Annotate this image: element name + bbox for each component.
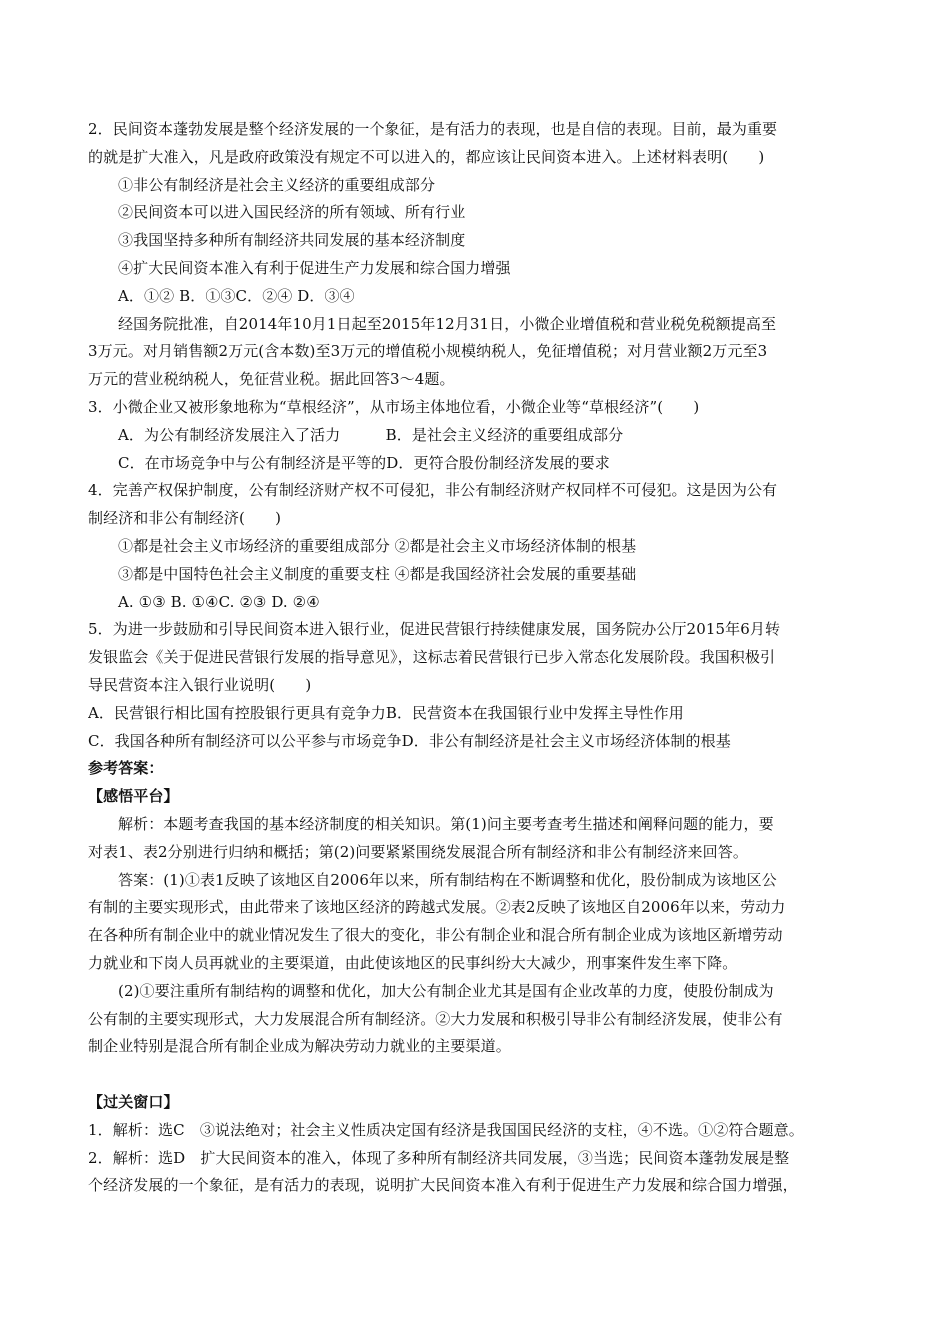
question-5-choices-cd: C．我国各种所有制经济可以公平参与市场竞争D．非公有制经济是社会主义市场经济体制的根基 xyxy=(88,731,731,750)
solution-2: 2．解析：选D 扩大民间资本的准入，体现了多种所有制经济共同发展，③当选；民间资本蓬勃发展是整 xyxy=(88,1148,790,1167)
question-2-option-4: ④扩大民间资本准入有利于促进生产力发展和综合国力增强 xyxy=(118,258,511,277)
question-2-option-3: ③我国坚持多种所有制经济共同发展的基本经济制度 xyxy=(118,231,466,250)
answer-part-1-cont2: 在各种所有制企业中的就业情况发生了很大的变化，非公有制企业和混合所有制企业成为该地区新增劳动 xyxy=(88,926,783,945)
solution-2-cont: 个经济发展的一个象征，是有活力的表现，说明扩大民间资本准入有利于促进生产力发展和综合国力增强， xyxy=(88,1176,798,1195)
question-3-choices-ab: A．为公有制经济发展注入了活力 B．是社会主义经济的重要组成部分 xyxy=(118,425,624,444)
answer-key-heading: 参考答案： xyxy=(88,759,164,778)
analysis-paragraph-cont: 对表1、表2分别进行归纳和概括；第(2)问要紧紧围绕发展混合所有制经济和非公有制经济来回答。 xyxy=(88,842,748,861)
answer-part-2: (2)①要注重所有制结构的调整和优化，加大公有制企业尤其是国有企业改革的力度，使股份制成为 xyxy=(118,981,774,1000)
answer-part-1-end: 力就业和下岗人员再就业的主要渠道，由此使该地区的民事纠纷大大减少，刑事案件发生率下降。 xyxy=(88,953,738,972)
question-2-option-2: ②民间资本可以进入国民经济的所有领域、所有行业 xyxy=(118,203,466,222)
answer-part-2-cont: 公有制的主要实现形式，大力发展混合所有制经济。②大力发展和积极引导非公有制经济发展，使非公有 xyxy=(88,1009,783,1028)
question-4-options-12: ①都是社会主义市场经济的重要组成部分 ②都是社会主义市场经济体制的根基 xyxy=(118,536,637,555)
material-paragraph-end: 万元的营业税纳税人，免征营业税。据此回答3～4题。 xyxy=(88,370,455,389)
answer-part-1-cont: 有制的主要实现形式，由此带来了该地区经济的跨越式发展。②表2反映了该地区自2006年以来，劳动力 xyxy=(88,898,786,917)
question-4-choices: A. ①③ B. ①④C. ②③ D. ②④ xyxy=(118,592,320,611)
question-4-stem: 4．完善产权保护制度，公有制经济财产权不可侵犯，非公有制经济财产权同样不可侵犯。这是因为公有 xyxy=(88,481,778,500)
question-2-option-1: ①非公有制经济是社会主义经济的重要组成部分 xyxy=(118,175,436,194)
material-paragraph: 经国务院批准，自2014年10月1日起至2015年12月31日，小微企业增值税和营业税免税额提高至 xyxy=(118,314,777,333)
analysis-paragraph: 解析：本题考查我国的基本经济制度的相关知识。第(1)问主要考查考生描述和阐释问题的能力，要 xyxy=(118,814,774,833)
material-paragraph-cont: 3万元。对月销售额2万元(含本数)至3万元的增值税小规模纳税人，免征增值税；对月营业额2万元至3 xyxy=(88,342,768,361)
question-2-choices: A．①② B．①③C．②④ D．③④ xyxy=(118,286,355,305)
section-heading-guoguan: 【过关窗口】 xyxy=(88,1093,179,1112)
question-5-stem: 5．为进一步鼓励和引导民间资本进入银行业，促进民营银行持续健康发展，国务院办公厅2015年6月转 xyxy=(88,620,781,639)
question-4-stem-cont: 制经济和非公有制经济( ) xyxy=(88,509,282,528)
document-page xyxy=(88,116,866,1200)
question-3-stem: 3．小微企业又被形象地称为“草根经济”，从市场主体地位看，小微企业等“草根经济”( ) xyxy=(88,397,700,416)
section-heading-ganwu: 【感悟平台】 xyxy=(88,787,179,806)
question-2-stem: 2．民间资本蓬勃发展是整个经济发展的一个象征，是有活力的表现，也是自信的表现。目前，最为重要 xyxy=(88,120,778,138)
question-4-options-34: ③都是中国特色社会主义制度的重要支柱 ④都是我国经济社会发展的重要基础 xyxy=(118,564,637,583)
question-5-choices-ab: A．民营银行相比国有控股银行更具有竞争力B．民营资本在我国银行业中发挥主导性作用 xyxy=(88,703,684,722)
answer-part-2-end: 制企业特别是混合所有制企业成为解决劳动力就业的主要渠道。 xyxy=(88,1037,511,1056)
answer-part-1: 答案：(1)①表1反映了该地区自2006年以来，所有制结构在不断调整和优化，股份制成为该地区公 xyxy=(118,870,777,889)
question-5-stem-end: 导民营资本注入银行业说明( ) xyxy=(88,675,312,694)
solution-1: 1．解析：选C ③说法绝对；社会主义性质决定国有经济是我国国民经济的支柱，④不选。①②符合题意。 xyxy=(88,1120,804,1139)
question-5-stem-cont: 发银监会《关于促进民营银行发展的指导意见》，这标志着民营银行已步入常态化发展阶段。我国积极引 xyxy=(88,648,776,667)
question-3-choices-cd: C．在市场竞争中与公有制经济是平等的D．更符合股份制经济发展的要求 xyxy=(118,453,610,472)
question-2-stem-cont: 的就是扩大准入，凡是政府政策没有规定不可以进入的，都应该让民间资本进入。上述材料表明( ) xyxy=(88,147,765,166)
section-spacer xyxy=(88,1061,866,1089)
